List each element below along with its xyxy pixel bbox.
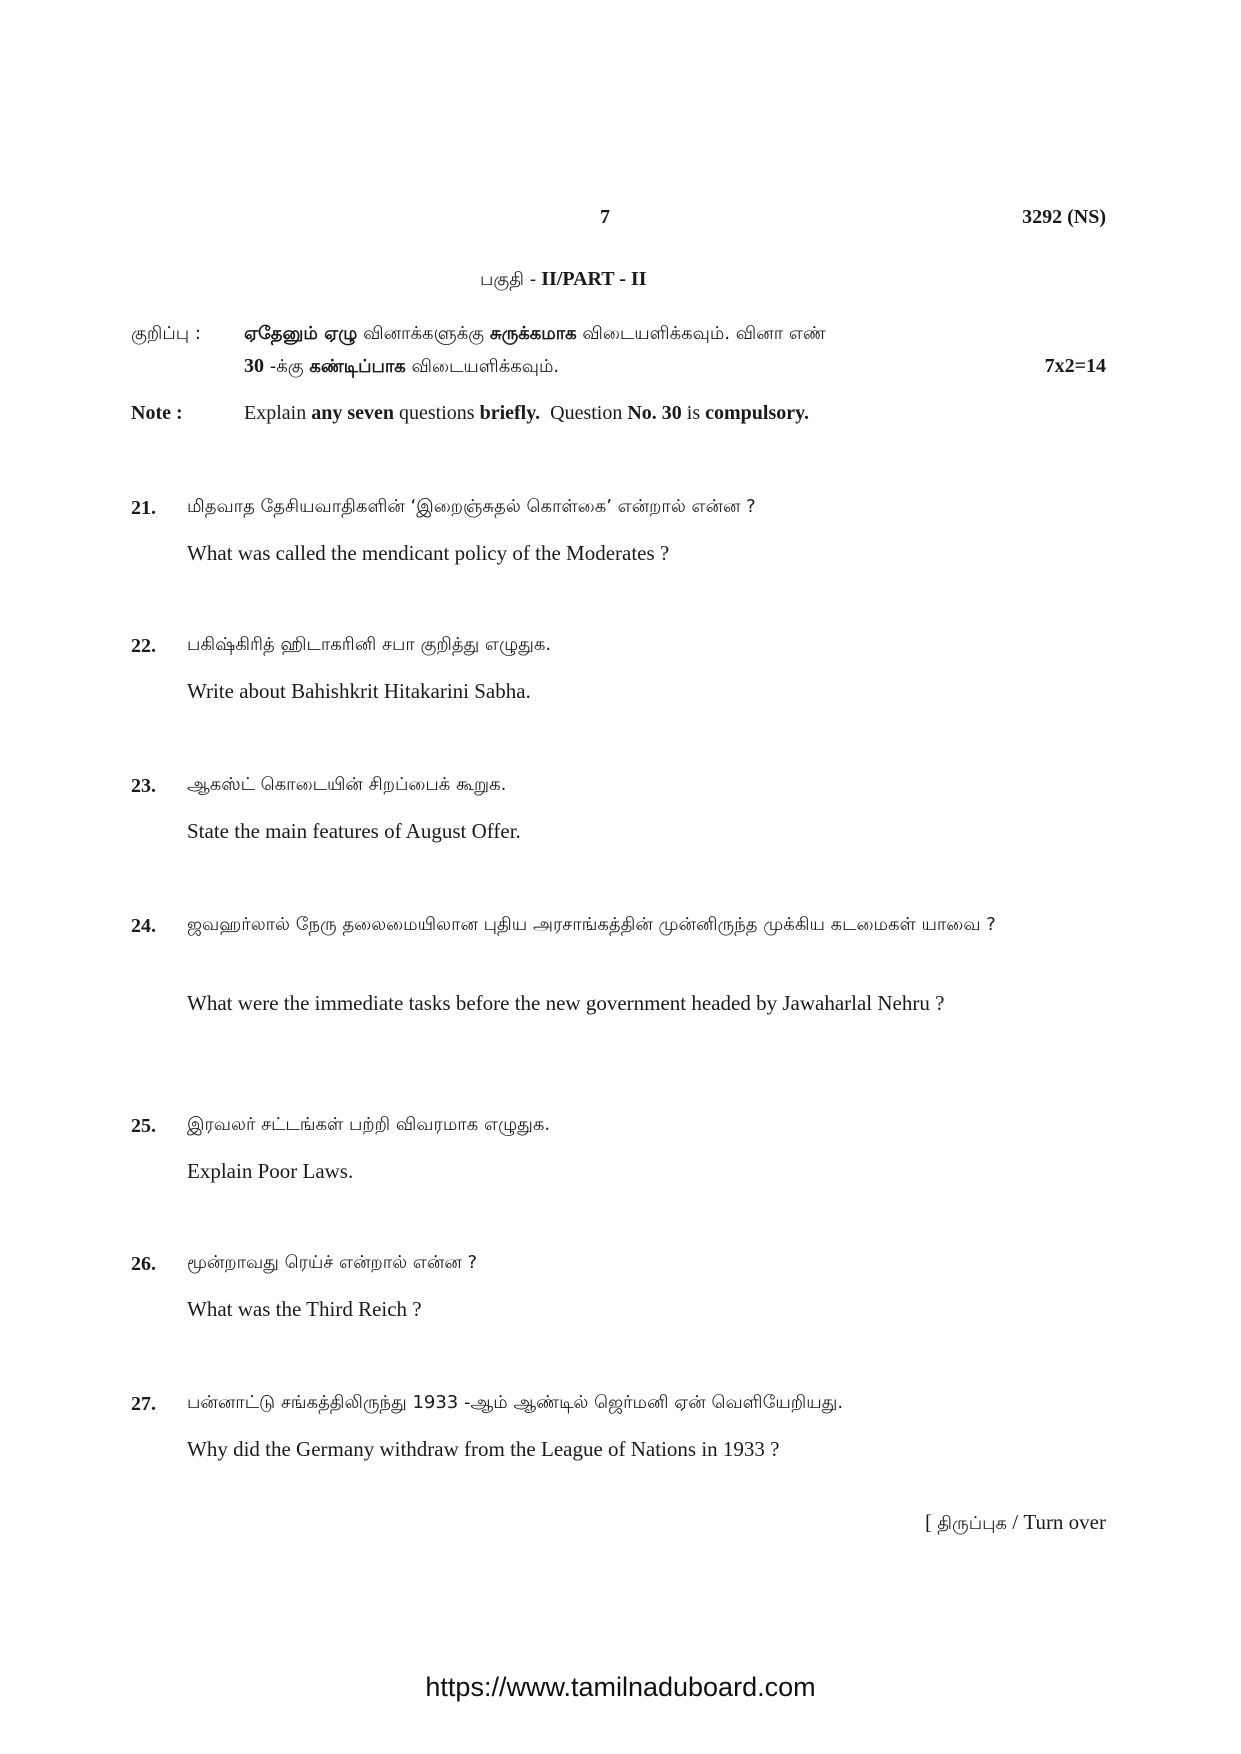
part-heading-english: II/PART - II [536, 268, 647, 290]
note-english-emphasis: No. 30 [627, 402, 682, 424]
question-english-text: Explain Poor Laws. [187, 1159, 354, 1183]
note-english-text [244, 402, 809, 425]
note-english-label: Note : [131, 402, 183, 424]
note-tamil-line-2 [244, 355, 559, 379]
question-number: 21. [131, 497, 156, 519]
note-english-fragment: Question [540, 402, 628, 424]
question-english-text: What was the Third Reich ? [187, 1297, 422, 1321]
question-english-text: Why did the Germany withdraw from the League of Nations in 1933 ? [187, 1437, 780, 1461]
note-tamil-label: குறிப்பு : [131, 323, 201, 344]
question-tamil-text: இரவலர் சட்டங்கள் பற்றி விவரமாக எழுதுக. [187, 1114, 551, 1135]
question-english-text: What were the immediate tasks before the new government headed by Jawaharlal Nehru ? [187, 991, 945, 1015]
note-english-emphasis: compulsory. [705, 402, 810, 424]
turn-over-tamil: திருப்புக [937, 1513, 1008, 1534]
note-tamil-text: விடையளிக்கவும். வினா எண் [576, 323, 826, 344]
part-heading [480, 268, 647, 292]
note-tamil-text: வினாக்களுக்கு [357, 323, 490, 344]
turn-over-bracket: [ [925, 1510, 938, 1534]
question-number: 27. [131, 1393, 156, 1415]
footer-url: https://www.tamilnaduboard.com [425, 1672, 816, 1702]
question-tamil-text: பகிஷ்கிரித் ஹிடாகரினி சபா குறித்து எழுதுக. [187, 634, 552, 655]
question-english-text: Write about Bahishkrit Hitakarini Sabha. [187, 679, 531, 703]
note-tamil-text: விடையளிக்கவும். [405, 356, 560, 377]
question-tamil-text: ஆகஸ்ட் கொடையின் சிறப்பைக் கூறுக. [187, 774, 507, 795]
note-tamil-emphasis-any-seven: ஏதேனும் ஏழு [244, 323, 358, 344]
note-tamil-line-1 [244, 323, 826, 346]
note-english-fragment: questions [394, 402, 480, 424]
question-english-text: What was called the mendicant policy of the Moderates ? [187, 541, 670, 565]
question-tamil-text: பன்னாட்டு சங்கத்திலிருந்து 1933 -ஆம் ஆண்டில் ஜெர்மனி ஏன் வெளியேறியது. [187, 1392, 844, 1413]
note-english-emphasis: briefly. [479, 402, 541, 424]
note-english-emphasis: any seven [311, 402, 395, 424]
question-english-text: State the main features of August Offer. [187, 819, 521, 843]
question-number: 26. [131, 1253, 156, 1275]
note-tamil-emphasis-compulsory: கண்டிப்பாக [309, 356, 406, 377]
question-number: 25. [131, 1115, 156, 1137]
note-tamil-emphasis-briefly: சுருக்கமாக [489, 323, 577, 344]
turn-over-english: / Turn over [1007, 1510, 1106, 1534]
note-tamil-question-number: 30 [244, 355, 264, 377]
page-number: 7 [600, 206, 610, 228]
part-heading-tamil: பகுதி - [480, 269, 537, 290]
paper-code: 3292 (NS) [1022, 206, 1106, 228]
question-number: 22. [131, 635, 156, 657]
question-tamil-text: ஜவஹர்லால் நேரு தலைமையிலான புதிய அரசாங்கத்தின் முன்னிருந்த முக்கிய கடமைகள் யாவை ? [187, 914, 996, 935]
question-tamil-text: மூன்றாவது ரெய்ச் என்றால் என்ன ? [187, 1252, 478, 1273]
question-number: 23. [131, 775, 156, 797]
turn-over-note [925, 1510, 1106, 1536]
question-tamil-text: மிதவாத தேசியவாதிகளின் ‘இறைஞ்சுதல் கொள்கை’ என்றால் என்ன ? [187, 496, 756, 517]
question-number: 24. [131, 915, 156, 937]
note-english-fragment: is [681, 402, 706, 424]
marks-scheme: 7x2=14 [1044, 355, 1106, 377]
note-english-fragment: Explain [244, 402, 312, 424]
note-tamil-text: -க்கு [264, 356, 310, 377]
